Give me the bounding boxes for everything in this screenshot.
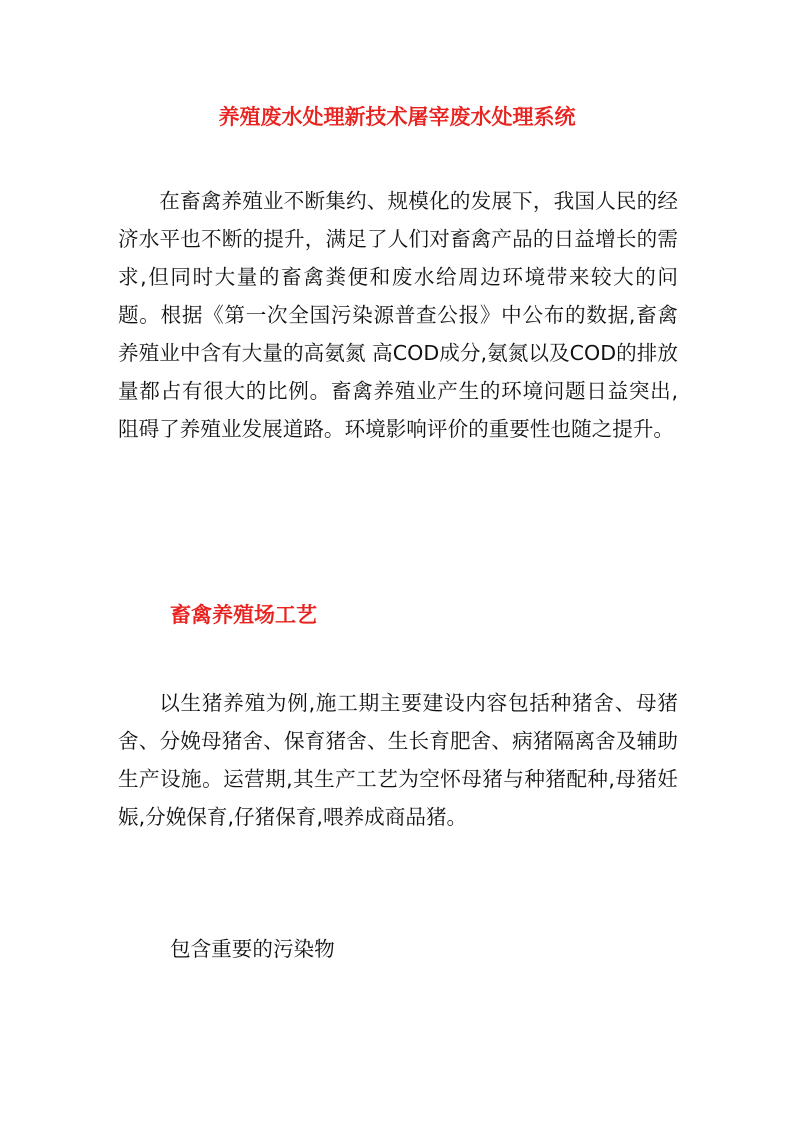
section-heading-pollutants: 包含重要的污染物: [170, 937, 335, 961]
section-heading-process: 畜禽养殖场工艺: [170, 602, 317, 627]
paragraph-process: 以生猪养殖为例,施工期主要建设内容包括种猪舍、母猪舍、分娩母猪舍、保育猪舍、生长育肥舍、病猪隔离舍及辅助生产设施。运营期,其生产工艺为空怀母猪与种猪配种,母猪妊娠,分娩保育,仔猪保育,喂养成商品猪。: [118, 691, 678, 829]
document-title: 养殖废水处理新技术屠宰废水处理系统: [218, 104, 576, 129]
paragraph-intro: 在畜禽养殖业不断集约、规模化的发展下，我国人民的经济水平也不断的提升，满足了人们对畜禽产品的日益增长的需求,但同时大量的畜禽粪便和废水给周边环境带来较大的问题。根据《第一次全国污染源普查公报》中公布的数据,畜禽养殖业中含有大量的高氨氮 高COD成分,氨氮以及COD的排放量都占有很大的比例。畜禽养殖业产生的环境问题日益突出,阻碍了养殖业发展道路。环境影响评价的重要性也随之提升。: [118, 189, 678, 441]
